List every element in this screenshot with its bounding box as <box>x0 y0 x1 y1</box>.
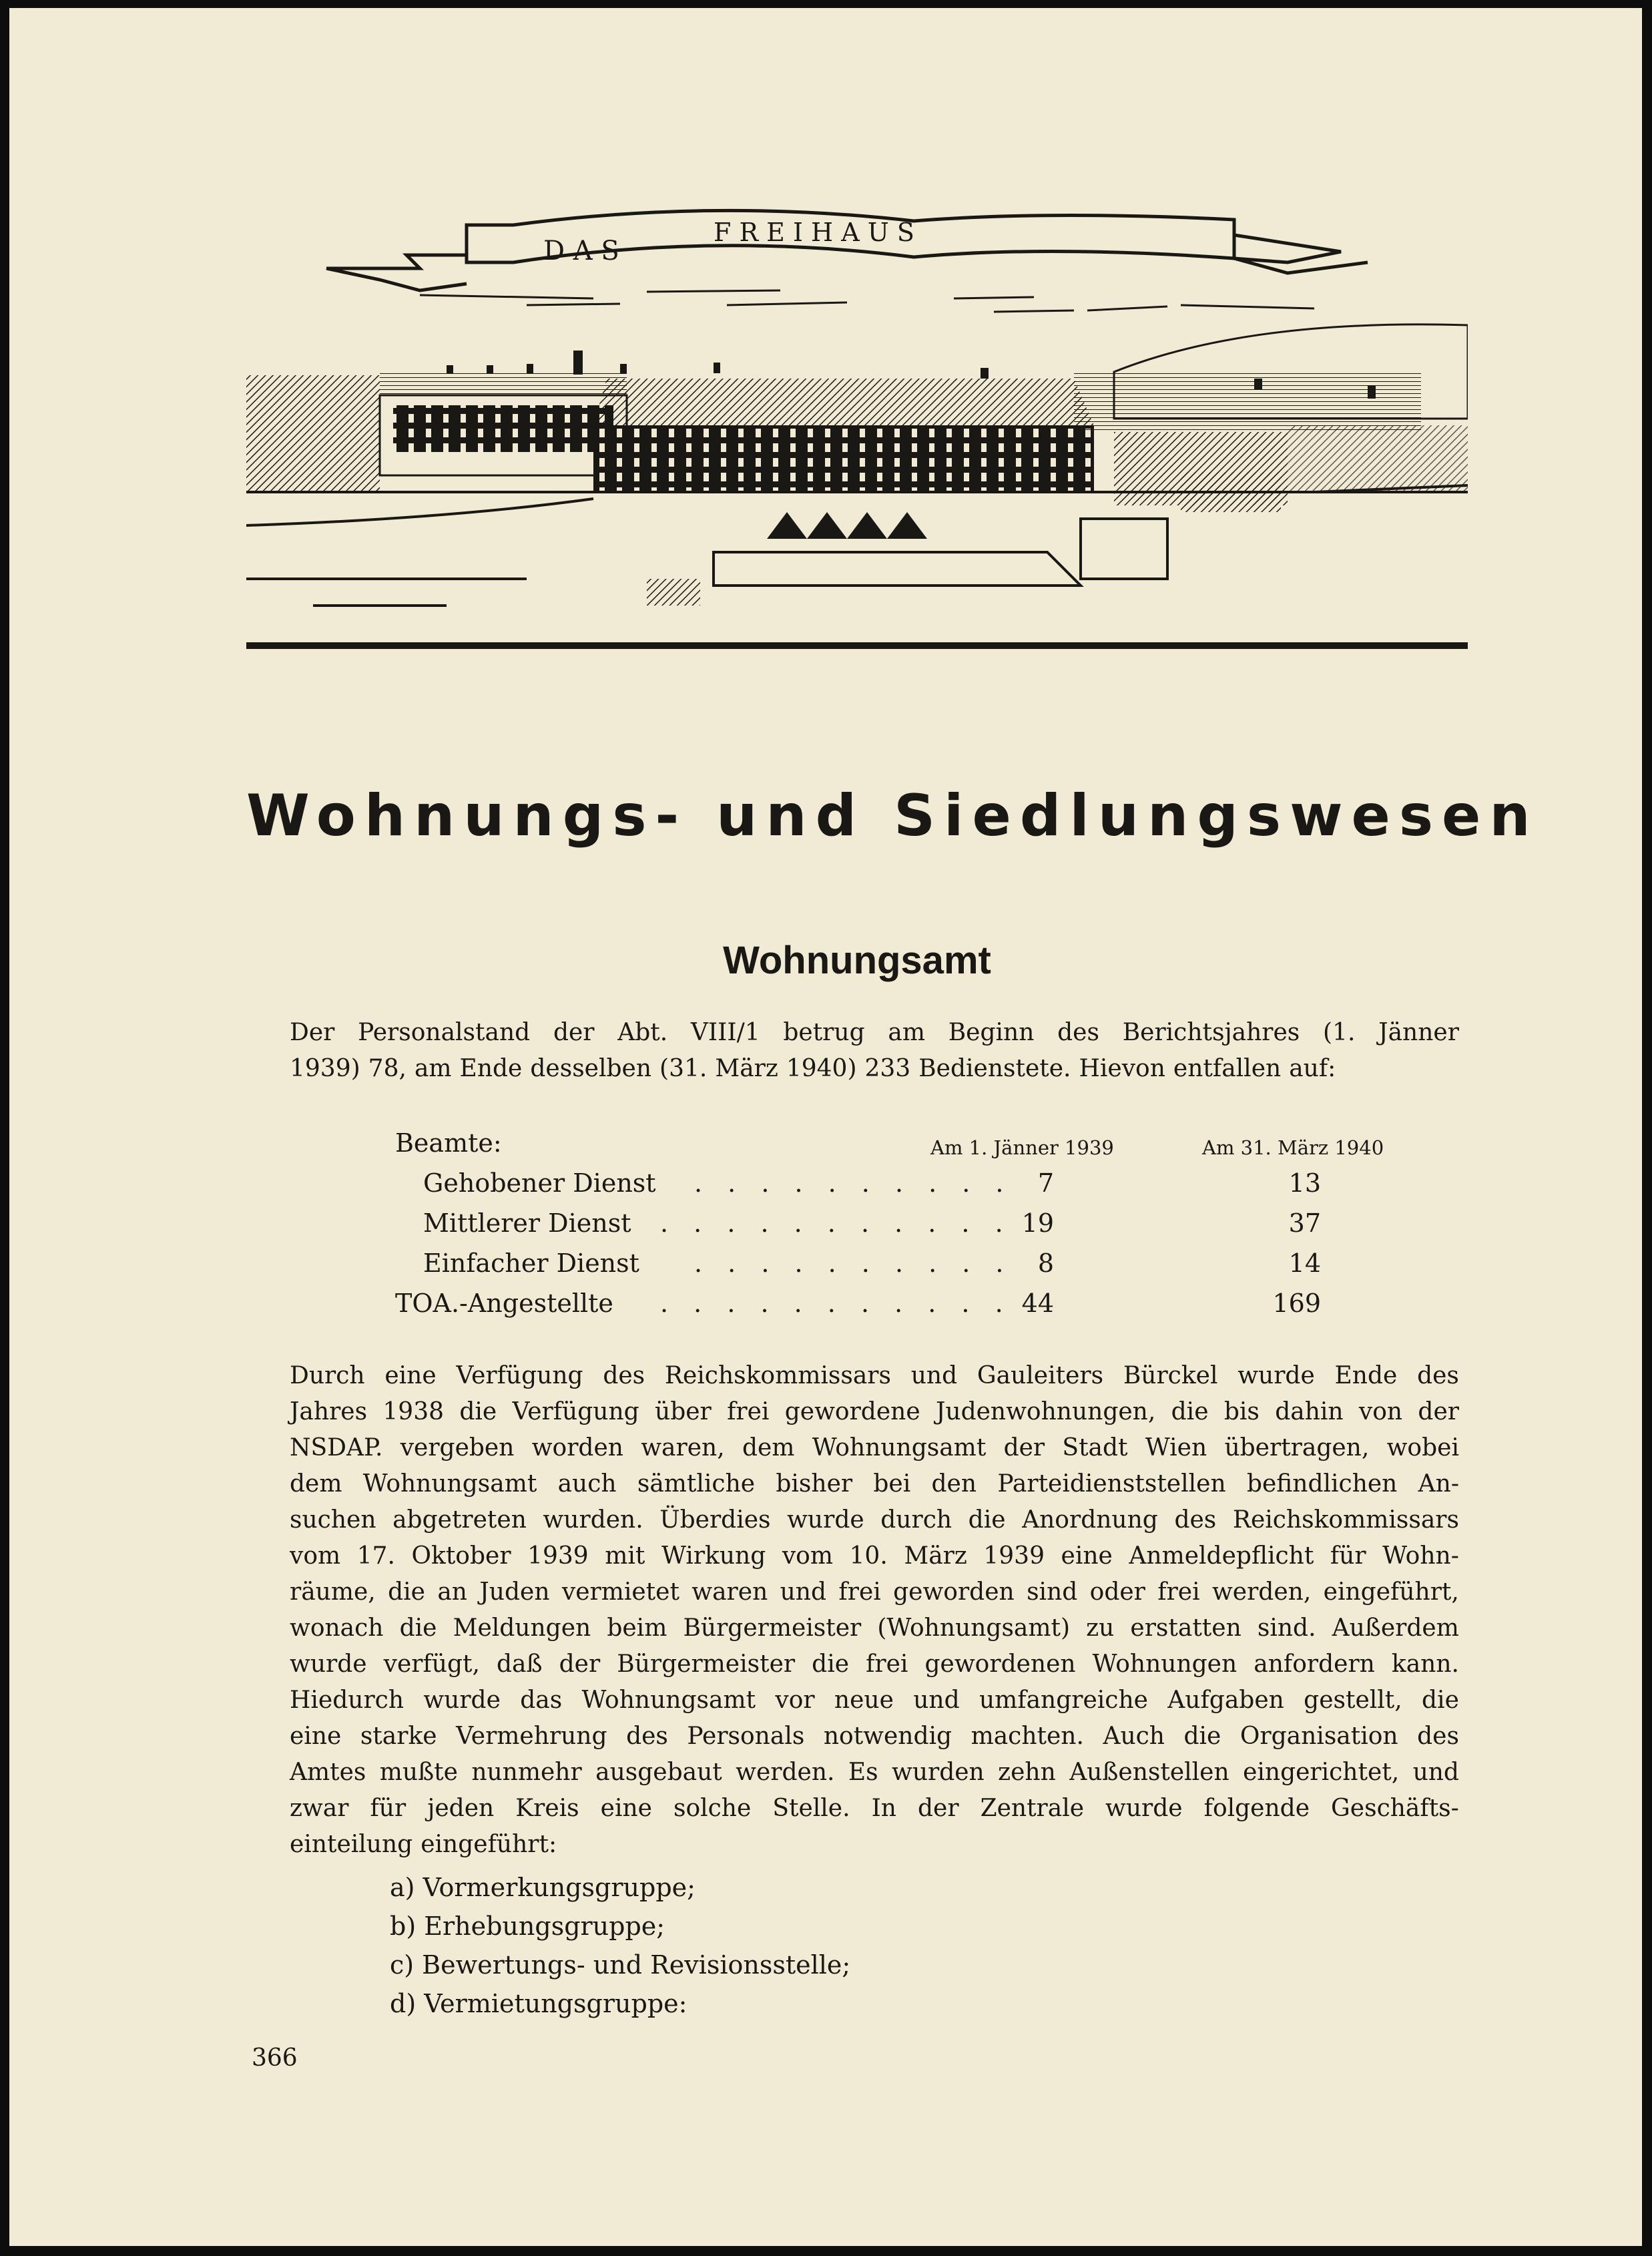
text-line <box>290 1015 1459 1051</box>
word: ausgebaut <box>595 1759 722 1786</box>
list-item: a) Vormerkungsgruppe; <box>390 1873 696 1902</box>
word: Der <box>290 1019 335 1046</box>
word: die <box>1422 1686 1459 1714</box>
word: von <box>1358 1398 1403 1425</box>
word: Durch <box>290 1362 365 1389</box>
word: Juden <box>479 1578 550 1606</box>
word: Amtes <box>290 1759 366 1786</box>
word: Parteidienststellen <box>997 1470 1226 1498</box>
word: 10. <box>849 1542 888 1570</box>
word: werden. <box>736 1759 835 1786</box>
word: betrug <box>783 1019 865 1046</box>
column-header-1939: Am 1. Jänner 1939 <box>930 1136 1114 1159</box>
word: zu <box>1086 1614 1115 1642</box>
word: dem <box>742 1434 795 1461</box>
leader-dots: . . . . . . . . . . <box>694 1249 1013 1278</box>
word: erstatten <box>1130 1614 1242 1642</box>
word: Organisation <box>1240 1723 1398 1750</box>
word: Kreis <box>515 1795 579 1822</box>
word: nunmehr <box>471 1759 582 1786</box>
word: eine <box>290 1723 342 1750</box>
word: NSDAP. <box>290 1434 383 1461</box>
table-row-label: TOA.-Angestellte <box>395 1289 613 1318</box>
word: Überdies <box>659 1506 771 1534</box>
banner-word-das: D A S <box>543 236 619 266</box>
word: eine <box>1061 1542 1113 1570</box>
word: eine <box>384 1362 437 1389</box>
word: (Wohnungsamt) <box>877 1614 1071 1642</box>
word: mit <box>605 1542 645 1570</box>
word: wurde <box>1105 1795 1183 1822</box>
word: 233 <box>864 1055 911 1082</box>
word: gewordene <box>784 1398 920 1425</box>
word: An- <box>1418 1470 1459 1498</box>
word: an <box>437 1578 467 1606</box>
word: zehn <box>998 1759 1056 1786</box>
word: räume, <box>290 1578 376 1606</box>
word: (31. <box>659 1055 708 1082</box>
word: vor <box>775 1686 815 1714</box>
table-cell-1939: 44 <box>1021 1289 1054 1318</box>
table-cell-1940: 169 <box>1272 1289 1321 1318</box>
word: für <box>1330 1542 1366 1570</box>
word: Gauleiters <box>977 1362 1104 1389</box>
word: Bedienstete. <box>918 1055 1071 1082</box>
word: Berichtsjahres <box>1122 1019 1300 1046</box>
word: die <box>812 1650 850 1678</box>
word: die <box>1183 1723 1221 1750</box>
word: Wohn- <box>1382 1542 1459 1570</box>
word: verfügt, <box>383 1650 480 1678</box>
table-row-label: Gehobener Dienst <box>423 1168 656 1198</box>
list-item: c) Bewertungs- und Revisionsstelle; <box>390 1950 851 1980</box>
text-line <box>290 1646 1459 1682</box>
word: wobei <box>1386 1434 1459 1461</box>
word: machten. <box>971 1723 1084 1750</box>
word: starke <box>360 1723 437 1750</box>
word: Personalstand <box>358 1019 531 1046</box>
word: solche <box>673 1795 752 1822</box>
word: und <box>913 1686 960 1714</box>
word: umfangreiche <box>979 1686 1148 1714</box>
text-line <box>290 1682 1459 1719</box>
word: Aufgaben <box>1167 1686 1284 1714</box>
word: eingeführt, <box>1323 1578 1459 1606</box>
word: Jahres <box>290 1398 368 1425</box>
word: werden, <box>1211 1578 1312 1606</box>
leader-dots: . . . . . . . . . . . <box>660 1289 1012 1318</box>
word: Jänner <box>1378 1019 1459 1046</box>
word: der <box>559 1650 601 1678</box>
word: 17. <box>356 1542 395 1570</box>
text-line <box>290 1466 1459 1502</box>
word: vermietet <box>561 1578 679 1606</box>
word: frei <box>838 1578 881 1606</box>
word: Stelle. <box>772 1795 850 1822</box>
page-title: Wohnungs- und Siedlungswesen <box>246 782 1539 849</box>
word: befindlichen <box>1246 1470 1398 1498</box>
word: Wohnungsamt <box>362 1470 537 1498</box>
word: Wien <box>1145 1434 1207 1461</box>
word: des <box>1057 1019 1099 1046</box>
word: vom <box>782 1542 833 1570</box>
column-header-1940: Am 31. März 1940 <box>1202 1136 1384 1159</box>
leader-dots: . . . . . . . . . . <box>694 1168 1013 1198</box>
word: bis <box>1223 1398 1260 1425</box>
word: am <box>414 1055 452 1082</box>
word: frei <box>1157 1578 1200 1606</box>
word: kann. <box>1391 1650 1459 1678</box>
word: Bürgermeister <box>617 1650 796 1678</box>
word: Wirkung <box>661 1542 766 1570</box>
table-cell-1939: 8 <box>1037 1249 1054 1278</box>
word: desselben <box>530 1055 652 1082</box>
text-line <box>290 1719 1459 1755</box>
word: wurde <box>290 1650 367 1678</box>
word: (1. <box>1323 1019 1356 1046</box>
word: der <box>1003 1434 1045 1461</box>
word: Reichskommissars <box>1232 1506 1459 1534</box>
text-line <box>290 1502 1459 1538</box>
text-line <box>290 1827 1459 1863</box>
word: des <box>626 1723 668 1750</box>
word: den <box>931 1470 977 1498</box>
word: durch <box>880 1506 952 1534</box>
word: Vermehrung <box>456 1723 607 1750</box>
word: suchen <box>290 1506 376 1534</box>
word: In <box>871 1795 896 1822</box>
word: Anmeldepflicht <box>1129 1542 1314 1570</box>
word: Bürgermeister <box>683 1614 862 1642</box>
word: Verfügung <box>456 1362 583 1389</box>
text-line <box>290 1755 1459 1791</box>
word: frei <box>727 1398 770 1425</box>
word: Hiedurch <box>290 1686 404 1714</box>
word: auf: <box>1289 1055 1336 1082</box>
word: Anordnung <box>1022 1506 1158 1534</box>
word: Bürckel <box>1123 1362 1218 1389</box>
word: Verfügung <box>512 1398 639 1425</box>
word: Meldungen <box>453 1614 591 1642</box>
word: gewordenen <box>924 1650 1076 1678</box>
word: des <box>1417 1362 1459 1389</box>
word: Außerdem <box>1332 1614 1459 1642</box>
word: Wohnungsamt <box>812 1434 987 1461</box>
text-line <box>290 1574 1459 1610</box>
table-cell-1940: 14 <box>1288 1249 1321 1278</box>
page-number: 366 <box>252 2044 298 2072</box>
word: geworden <box>893 1578 1015 1606</box>
word: wurde <box>423 1686 501 1714</box>
table-cell-1940: 37 <box>1288 1208 1321 1238</box>
word: Geschäfts- <box>1331 1795 1459 1822</box>
word: die <box>968 1506 1006 1534</box>
word: wonach <box>290 1614 384 1642</box>
word: März <box>904 1542 967 1570</box>
word: sind. <box>1257 1614 1316 1642</box>
word: wurde <box>787 1506 864 1534</box>
word: eingerichtet, <box>1243 1759 1400 1786</box>
word: frei <box>866 1650 908 1678</box>
banner-word-freihaus: F R E I H A U S <box>714 218 914 247</box>
list-item: b) Erhebungsgruppe; <box>390 1911 665 1941</box>
word: worden <box>531 1434 623 1461</box>
text-line <box>290 1538 1459 1574</box>
word: und <box>780 1578 827 1606</box>
word: beim <box>607 1614 667 1642</box>
word: des <box>603 1362 645 1389</box>
word: Wohnungen <box>1092 1650 1237 1678</box>
word: Stadt <box>1062 1434 1128 1461</box>
word: eingeführt: <box>421 1831 557 1858</box>
freihaus-engraving <box>246 205 1468 649</box>
word: abgetreten <box>392 1506 527 1534</box>
word: das <box>520 1686 563 1714</box>
word: die <box>399 1614 437 1642</box>
word: Hievon <box>1079 1055 1165 1082</box>
word: auch <box>557 1470 617 1498</box>
word: der <box>1418 1398 1459 1425</box>
table-cell-1939: 19 <box>1021 1208 1054 1238</box>
word: Wohnungsamt <box>581 1686 756 1714</box>
table-row-label: Mittlerer Dienst <box>423 1208 631 1238</box>
page <box>9 8 1642 2246</box>
word: waren <box>692 1578 768 1606</box>
word: für <box>370 1795 406 1822</box>
word: Außenstellen <box>1069 1759 1229 1786</box>
word: Oktober <box>411 1542 511 1570</box>
text-line <box>290 1791 1459 1827</box>
word: vom <box>290 1542 341 1570</box>
word: Ende <box>459 1055 523 1082</box>
word: dem <box>290 1470 342 1498</box>
word: Zentrale <box>980 1795 1085 1822</box>
word: zwar <box>290 1795 349 1822</box>
word: wurden <box>892 1759 985 1786</box>
word: Beginn <box>948 1019 1035 1046</box>
word: gestellt, <box>1304 1686 1402 1714</box>
text-line <box>290 1610 1459 1646</box>
word: die <box>1171 1398 1209 1425</box>
word: neue <box>834 1686 894 1714</box>
word: entfallen <box>1173 1055 1282 1082</box>
section-heading: Wohnungsamt <box>723 939 991 982</box>
word: eine <box>600 1795 652 1822</box>
word: Es <box>848 1759 878 1786</box>
word: der <box>553 1019 595 1046</box>
group-label: Beamte: <box>395 1128 502 1158</box>
word: notwendig <box>823 1723 952 1750</box>
word: Judenwohnungen, <box>935 1398 1156 1425</box>
text-line <box>290 1051 1459 1087</box>
word: jeden <box>427 1795 495 1822</box>
word: Abt. <box>617 1019 668 1046</box>
word: der <box>917 1795 959 1822</box>
word: März <box>715 1055 778 1082</box>
word: Personals <box>687 1723 805 1750</box>
word: 1939 <box>527 1542 589 1570</box>
word: sämtliche <box>637 1470 756 1498</box>
word: oder <box>1089 1578 1145 1606</box>
word: Auch <box>1103 1723 1165 1750</box>
word: 1940) <box>786 1055 857 1082</box>
word: 1938 <box>382 1398 445 1425</box>
word: über <box>655 1398 712 1425</box>
word: übertragen, <box>1224 1434 1370 1461</box>
word: 1939) <box>290 1055 360 1082</box>
word: wurden. <box>543 1506 643 1534</box>
word: am <box>888 1019 925 1046</box>
word: die <box>459 1398 497 1425</box>
word: waren, <box>641 1434 725 1461</box>
table-row-label: Einfacher Dienst <box>423 1249 639 1278</box>
table-cell-1940: 13 <box>1288 1168 1321 1198</box>
word: die <box>388 1578 425 1606</box>
word: dahin <box>1275 1398 1344 1425</box>
word: anfordern <box>1254 1650 1375 1678</box>
table-cell-1939: 7 <box>1037 1168 1054 1198</box>
word: 1939 <box>983 1542 1045 1570</box>
intro-paragraph <box>290 1015 1459 1087</box>
list-item: d) Vermietungsgruppe: <box>390 1989 687 2018</box>
word: mußte <box>379 1759 458 1786</box>
word: VIII/1 <box>690 1019 760 1046</box>
word: bisher <box>776 1470 853 1498</box>
word: und <box>910 1362 958 1389</box>
word: Reichskommissars <box>664 1362 891 1389</box>
word: des <box>1174 1506 1217 1534</box>
word: des <box>1417 1723 1459 1750</box>
word: wurde <box>1237 1362 1315 1389</box>
word: Ende <box>1334 1362 1398 1389</box>
word: einteilung <box>290 1831 413 1858</box>
word: folgende <box>1203 1795 1310 1822</box>
word: sind <box>1027 1578 1078 1606</box>
word: und <box>1412 1759 1459 1786</box>
text-line <box>290 1430 1459 1466</box>
text-line <box>290 1358 1459 1394</box>
word: bei <box>873 1470 911 1498</box>
word: vergeben <box>400 1434 515 1461</box>
word: daß <box>497 1650 543 1678</box>
word: 78, <box>368 1055 406 1082</box>
text-line <box>290 1394 1459 1430</box>
body-paragraph <box>290 1358 1459 1863</box>
leader-dots: . . . . . . . . . . . <box>660 1208 1012 1238</box>
